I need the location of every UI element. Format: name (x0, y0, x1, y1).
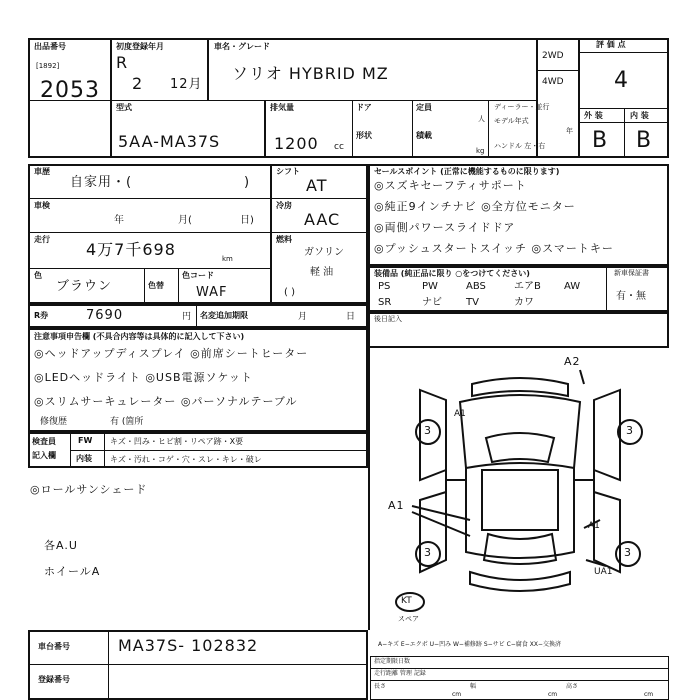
equipment-item: PS (378, 281, 391, 292)
drive-2wd: 2WD (542, 51, 564, 61)
fuel: ガソリン (304, 247, 344, 258)
legend: A−キズ E−エクボ U−凹み W−補修跡 S−サビ C−腐食 XX−交換済 (378, 641, 561, 648)
name-change-label: 名変追加期限 (200, 311, 248, 320)
int-label: 内 装 (630, 111, 649, 120)
color-label: 色 (34, 271, 42, 280)
color-code: WAF (196, 285, 228, 300)
recycle-label: R券 (34, 311, 49, 320)
mark-ua1: UA1 (594, 567, 613, 577)
selling-point-line: ◎プッシュスタートスイッチ ◎スマートキー (374, 242, 614, 255)
insp-month: 月( (178, 215, 192, 226)
ext-grade: B (592, 128, 609, 153)
mark-a1-right: A1 (588, 521, 600, 531)
reg-label: 登録番号 (38, 675, 70, 684)
history-value: 自家用・( (70, 175, 133, 190)
equipment-item: SR (378, 297, 392, 308)
overall-grade: 4 (614, 68, 629, 93)
reg-month: 12月 (170, 77, 203, 92)
displacement: 1200 (274, 134, 319, 153)
selling-point-line: ◎純正9インチナビ ◎全方位モニター (374, 200, 576, 213)
mileage: 4万7千698 (86, 240, 176, 259)
era: R (116, 53, 129, 72)
fuel-paren: ( ) (284, 287, 295, 298)
repair-value: 有 (箇所 (110, 417, 144, 427)
measure-small4: 幅 (470, 683, 477, 690)
recycle-unit: 円 (182, 312, 192, 322)
handle-label: ハンドル 左・右 (494, 142, 546, 150)
model-label: 車名・グレード (214, 42, 270, 51)
fw-label: FW (78, 436, 93, 445)
equipment-item: カワ (514, 297, 534, 308)
measure-small1: 指定期限日数 (374, 658, 411, 665)
equipment-item: エアB (514, 281, 541, 292)
dealer-label: ディーラー・並行 (494, 103, 550, 111)
history-box-label: 後日記入 (374, 315, 402, 323)
mark-a2: A2 (564, 355, 581, 368)
capacity-label: 定員 (416, 103, 432, 112)
color-code-label: 色コード (182, 271, 214, 280)
note-line: ◎ヘッドアップディスプレイ ◎前席シートヒーター (34, 347, 309, 360)
lot-number: 2053 (40, 78, 100, 103)
lot-label: 出品番号 (34, 42, 66, 51)
mark-a1-left: A1 (388, 499, 405, 512)
disp-unit: cc (334, 142, 344, 152)
equipment-item: TV (466, 297, 479, 308)
inspector-extra-line: ◎ロールサンシェード (30, 483, 148, 496)
type-code: 5AA-MA37S (118, 132, 221, 151)
chassis-number: MA37S- 102832 (118, 636, 259, 655)
note-line: ◎LEDヘッドライト ◎USB電源ソケット (34, 371, 253, 384)
selling-point-line: ◎スズキセーフティサポート (374, 179, 527, 192)
warranty: 有・無 (616, 291, 646, 302)
measure-small5: 高さ (566, 683, 579, 690)
shift: AT (306, 176, 328, 195)
fuel-label: 燃料 (276, 235, 292, 244)
spare-label: スペア (398, 615, 419, 623)
measure-small2: 走行距離 管理 記録 (374, 670, 426, 677)
ac: AAC (304, 210, 341, 229)
color: ブラウン (56, 279, 113, 294)
type-label: 型式 (116, 103, 132, 112)
in-label: 内装 (76, 454, 92, 463)
notes-title: 注意事項申告欄 (不具合内容等は具体的に記入して下さい) (34, 332, 245, 341)
note-line: ◎スリムサーキュレーター ◎パーソナルテーブル (34, 395, 298, 408)
color-change-label: 色替 (148, 281, 164, 290)
ext-label: 外 装 (584, 111, 603, 120)
chassis-label: 車台番号 (38, 642, 70, 651)
new-car-label: 新車保証書 (614, 269, 649, 277)
int-grade: B (636, 128, 653, 153)
mark-wheel-lf: 3 (424, 424, 432, 437)
shape-label: 形状 (356, 131, 372, 140)
equipment-item: AW (564, 281, 581, 292)
history-label: 車歴 (34, 167, 50, 176)
measure-small3: 長さ (374, 683, 387, 690)
equipment-item: ABS (466, 281, 486, 292)
insp-day: 日) (240, 215, 254, 226)
recycle-day: 日 (346, 312, 356, 322)
recycle-amount: 7690 (86, 308, 124, 323)
selling-point-line: ◎両側パワースライドドア (374, 221, 516, 234)
inspector-extra-line: 各A.U (44, 539, 78, 552)
equipment-title: 装備品 (純正品に限り ○をつけてください) (374, 269, 530, 278)
drive-4wd: 4WD (542, 77, 564, 87)
lot-small: [1892] (36, 62, 60, 70)
mark-a1-left-front: A1 (454, 409, 466, 419)
inspector-label2: 記入欄 (32, 451, 56, 460)
year-unit: 年 (566, 127, 573, 135)
capacity-unit: 人 (478, 115, 485, 123)
equipment-item: PW (422, 281, 438, 292)
mileage-label: 走行 (34, 235, 50, 244)
equipment-item: ナビ (422, 297, 442, 308)
mark-wheel-lr: 3 (424, 546, 432, 559)
fw-items: キズ・凹み・ヒビ割・リペア跡・X要 (110, 437, 244, 446)
measure-frame (370, 656, 669, 700)
inspector-label1: 検査員 (32, 437, 56, 446)
disp-label: 排気量 (270, 103, 294, 112)
load-label: 積載 (416, 131, 432, 140)
mileage-unit: km (222, 255, 233, 263)
mark-kt: KT (401, 596, 412, 606)
repair-label: 修復歴 (40, 417, 68, 427)
model-year-label: モデル年式 (494, 117, 529, 125)
fuel-alt: 軽 油 (310, 267, 334, 278)
shift-label: シフト (276, 167, 300, 176)
insp-year: 年 (114, 215, 124, 226)
load-unit: kg (476, 147, 485, 155)
inspector-extra-line: ホイールA (44, 565, 101, 578)
in-items: キズ・汚れ・コゲ・穴・スレ・キレ・破レ (110, 455, 262, 464)
reg-year: 2 (132, 74, 144, 93)
history-close: ) (244, 175, 251, 190)
inspection-label: 車検 (34, 201, 50, 210)
mark-wheel-rf: 3 (626, 424, 634, 437)
ac-label: 冷房 (276, 201, 292, 210)
grade-label: 評 価 点 (596, 40, 626, 49)
cm-2: cm (548, 691, 558, 698)
mark-wheel-rr: 3 (624, 546, 632, 559)
cm-1: cm (452, 691, 462, 698)
selling-title: セールスポイント (正常に機能するものに限ります) (374, 167, 560, 176)
cm-3: cm (644, 691, 654, 698)
door-label: ドア (356, 103, 372, 112)
recycle-month: 月 (298, 312, 308, 322)
first-reg-label: 初度登録年月 (116, 42, 164, 51)
model-name: ソリオ HYBRID MZ (232, 64, 389, 83)
